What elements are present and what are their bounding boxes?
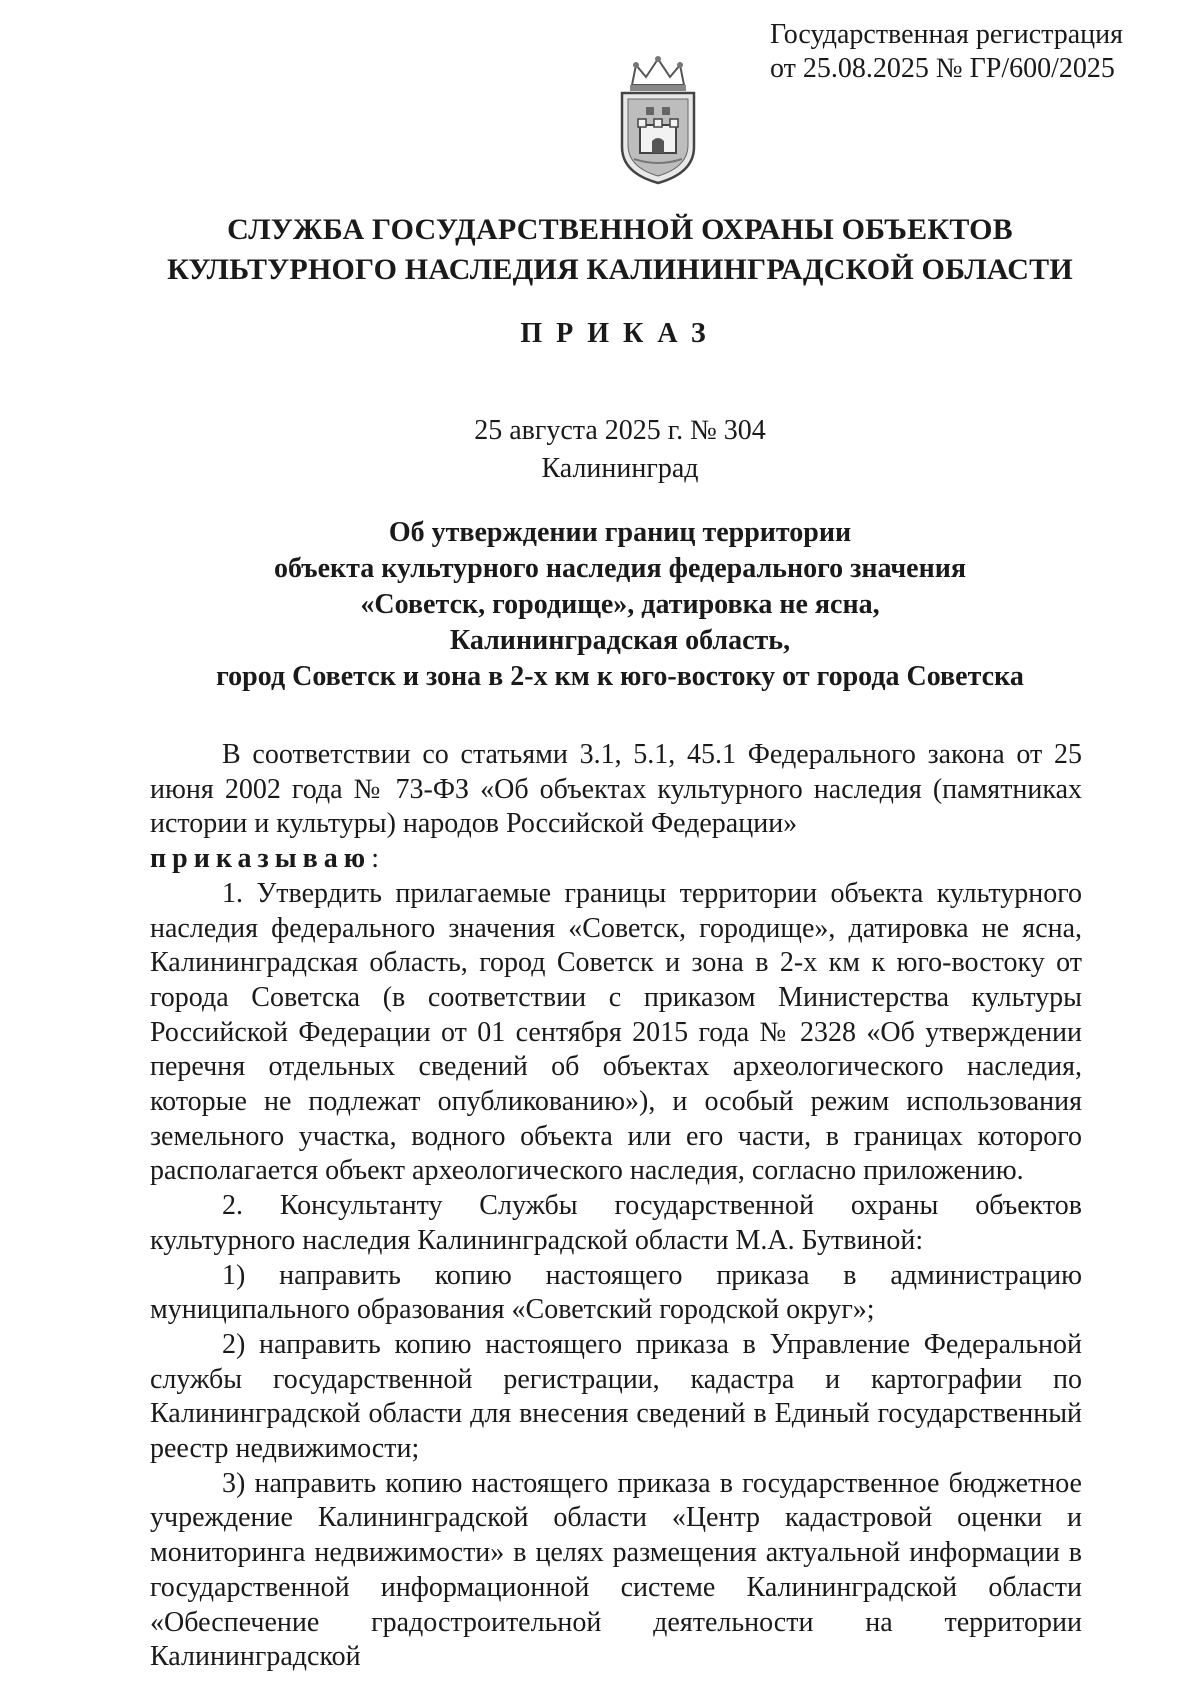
document-subject: [150, 515, 1090, 695]
registration-label: Государственная регистрация: [770, 19, 1123, 50]
subject-line: Об утверждении границ территории: [388, 517, 852, 548]
agency-name-line2: КУЛЬТУРНОГО НАСЛЕДИЯ КАЛИНИНГРАДСКОЙ ОБЛАСТИ: [167, 253, 1073, 286]
document-body: [150, 738, 1082, 1675]
subject-line: объекта культурного наследия федерального значения: [273, 553, 967, 584]
document-city: Калининград: [541, 453, 699, 484]
document-date-block: [150, 412, 1090, 488]
item-2-1: 1) направить копию настоящего приказа в администрацию муниципального образования «Советский городской округ»;: [150, 1259, 1082, 1326]
subject-line: город Советск и зона в 2-х км к юго-востоку от города Советска: [216, 661, 1024, 692]
item-2: 2. Консультанту Службы государственной охраны объектов культурного наследия Калининградской области М.А. Бутвиной:: [150, 1190, 1082, 1256]
document-type: ПРИКАЗ: [520, 318, 720, 349]
item-1: 1. Утвердить прилагаемые границы территории объекта культурного наследия федерального значения «Советск, городище», датировка не ясна, Калининградская область, город Советск и зона в 2-х км к юго-востоку от города Советска (в соответствии с приказом Министерства культуры Российской Федерации от 01 сентября 2015 года № 2328 «Об утверждении перечня отдельных сведений об объектах археологического наследия, которые не подлежат опубликованию»), и особый режим использования земельного участка, водного объекта или его части, в границах которого располагается объект археологического наследия, согласно приложению.: [150, 877, 1082, 1187]
preamble-paragraph: [150, 738, 1082, 877]
coat-of-arms-icon: [614, 55, 702, 187]
order-word: приказываю: [150, 843, 372, 875]
document-date-number: 25 августа 2025 г. № 304: [474, 415, 766, 446]
agency-name: [150, 210, 1090, 290]
registration-stamp: [770, 18, 1170, 86]
subject-line: Калининградская область,: [449, 625, 791, 656]
registration-number: от 25.08.2025 № ГР/600/2025: [770, 53, 1115, 84]
preamble-text: В соответствии со статьями 3.1, 5.1, 45.1 Федерального закона от 25 июня 2002 года № 73-ФЗ «Об объектах культурного наследия (памятниках истории и культуры) народов Российской Федерации»: [150, 739, 1082, 840]
subject-line: «Советск, городище», датировка не ясна,: [360, 589, 880, 620]
item-2-2: 2) направить копию настоящего приказа в Управление Федеральной службы государственной регистрации, кадастра и картографии по Калининградской области для внесения сведений в Единый государственный реестр недвижимости;: [150, 1328, 1082, 1465]
order-colon: :: [371, 843, 379, 875]
agency-name-line1: СЛУЖБА ГОСУДАРСТВЕННОЙ ОХРАНЫ ОБЪЕКТОВ: [227, 213, 1013, 246]
item-2-3: 3) направить копию настоящего приказа в государственное бюджетное учреждение Калининградской области «Центр кадастровой оценки и мониторинга недвижимости» в целях размещения актуальной информации в государственной информационной системе Калининградской области «Обеспечение градостроительной деятельности на территории Калининградской: [150, 1467, 1082, 1673]
